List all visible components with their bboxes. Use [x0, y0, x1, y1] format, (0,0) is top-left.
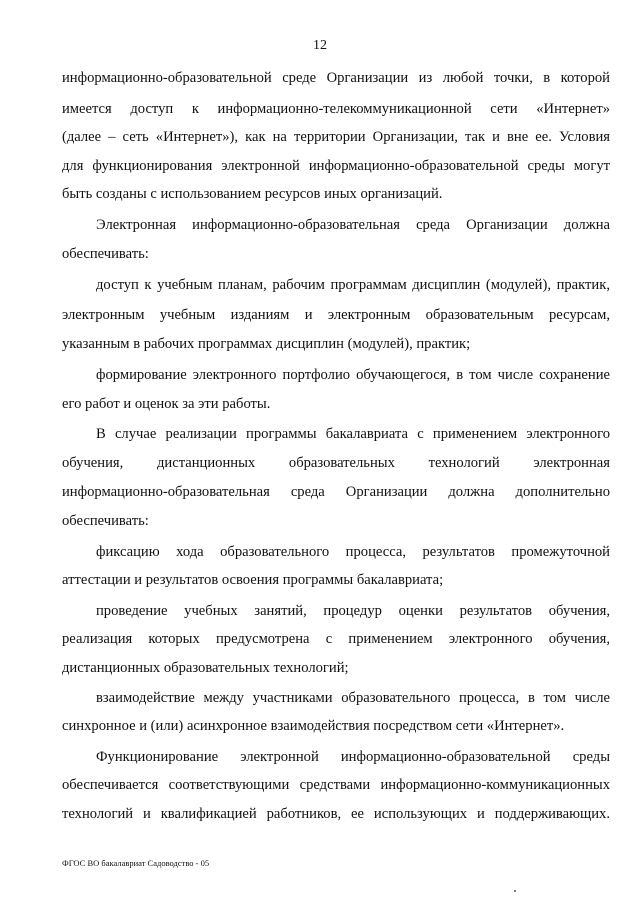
text-line: быть созданы с использованием ресурсов иных организаций.: [62, 186, 443, 202]
text-line: обеспечивать:: [62, 246, 149, 262]
scan-speck: [514, 890, 516, 892]
text-line: реализация которых предусмотрена с применением электронного обучения,: [62, 631, 610, 647]
text-line: обеспечивается соответствующими средствами информационно-коммуникационных: [62, 777, 610, 793]
text-line: взаимодействие между участниками образовательного процесса, в том числе: [96, 690, 610, 706]
text-line: фиксацию хода образовательного процесса, результатов промежуточной: [96, 544, 610, 560]
text-line: синхронное и (или) асинхронное взаимодействия посредством сети «Интернет».: [62, 718, 565, 734]
text-line: имеется доступ к информационно-телекоммуникационной сети «Интернет»: [62, 101, 610, 117]
text-line: обучения, дистанционных образовательных технологий электронная: [62, 455, 610, 471]
text-line: технологий и квалификацией работников, ее использующих и поддерживающих.: [62, 806, 610, 822]
text-line: для функционирования электронной информационно-образовательной среды могут: [62, 158, 610, 174]
text-line: формирование электронного портфолио обучающегося, в том числе сохранение: [96, 367, 610, 383]
text-line: доступ к учебным планам, рабочим программам дисциплин (модулей), практик,: [96, 277, 610, 293]
text-line: Функционирование электронной информационно-образовательной среды: [96, 749, 610, 765]
footer-note: ФГОС ВО бакалавриат Садоводство - 05: [62, 858, 210, 868]
text-line: информационно-образовательная среда Организации должна дополнительно: [62, 484, 610, 500]
text-line: проведение учебных занятий, процедур оценки результатов обучения,: [96, 603, 610, 619]
text-line: (далее – сеть «Интернет»), как на территории Организации, так и вне ее. Условия: [62, 129, 610, 145]
text-line: информационно-образовательной среде Организации из любой точки, в которой: [62, 70, 610, 86]
text-line: Электронная информационно-образовательная среда Организации должна: [96, 217, 610, 233]
text-line: дистанционных образовательных технологий;: [62, 660, 349, 676]
text-line: обеспечивать:: [62, 513, 149, 529]
text-line: В случае реализации программы бакалавриата с применением электронного: [96, 426, 610, 442]
page-number: 12: [313, 38, 327, 53]
text-line: его работ и оценок за эти работы.: [62, 396, 271, 412]
text-line: электронным учебным изданиям и электронным образовательным ресурсам,: [62, 307, 610, 323]
text-line: аттестации и результатов освоения программы бакалавриата;: [62, 572, 444, 588]
text-line: указанным в рабочих программах дисциплин (модулей), практик;: [62, 336, 471, 352]
